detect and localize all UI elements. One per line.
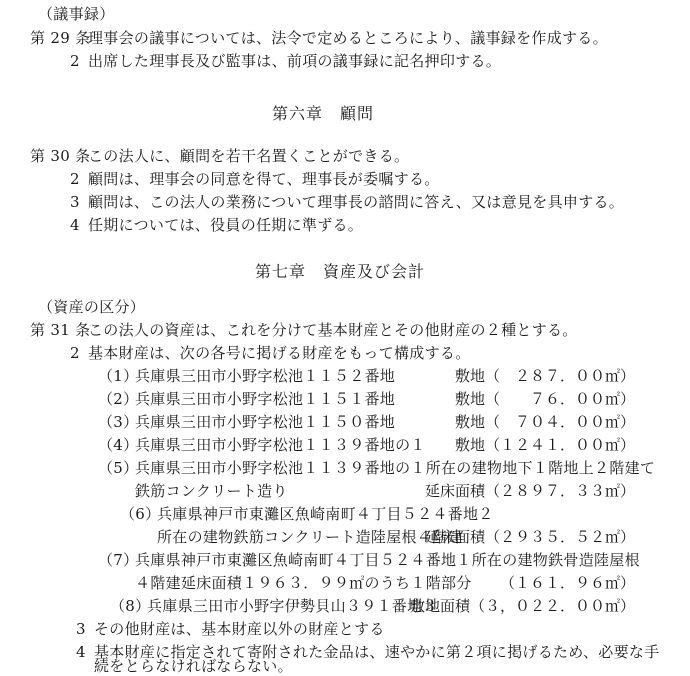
asset-item-description: 兵庫県三田市小野字松池１１３９番地の１ [135,436,426,454]
asset-item-number: （3） [98,413,139,431]
asset-item-area: 延床面積（２９３５．５２㎡） [424,528,635,546]
asset-item-description: 兵庫県三田市小野字松池１１５２番地 [135,367,396,385]
article-29-number: 第 29 条 [30,29,91,47]
asset-item-area: 敷地（ ７０４．００㎡） [454,413,635,431]
asset-item-area: 敷地（ ２８７．００㎡） [454,367,635,385]
article-31-para-1: この法人の資産は、これを分けて基本財産とその他財産の２種とする。 [88,321,578,339]
asset-item-description-cont: 所在の建物鉄筋コンクリート造陸屋根４階建 [157,528,463,546]
article-31-para-4: 基本財産に指定されて寄附された金品は、速やかに第２項に掲げるため、必要な手 [94,643,660,661]
article-29-para-2: 出席した理事長及び監事は、前項の議事録に記名押印する。 [88,52,502,70]
asset-item-description: 兵庫県三田市小野字松池１１５０番地 [135,413,396,431]
article-30-para-2-number: 2 [70,170,80,188]
article-31-para-4-cont: 続をとらなければならない。 [94,657,293,675]
asset-item-area: 敷地（１２４１．００㎡） [454,436,635,454]
asset-item-area: 敷地（ ７６．００㎡） [454,390,635,408]
asset-item-number: （5） [98,459,139,477]
article-31-para-3-number: 3 [76,620,86,638]
asset-item-area: 延床面積（２８９７．３３㎡） [424,482,635,500]
heading-assets: （資産の区分） [38,298,146,316]
article-31-para-2: 基本財産は、次の各号に掲げる財産をもって構成する。 [88,344,471,362]
chapter-6-title: 第六章 顧問 [272,104,375,123]
article-30-para-2: 顧問は、理事会の同意を得て、理事長が委嘱する。 [88,170,440,188]
asset-item-description: 兵庫県神戸市東灘区魚崎南町４丁目５２４番地１所在の建物鉄骨造陸屋根 [135,551,640,569]
heading-minutes: （議事録） [38,5,115,23]
asset-item-number: （4） [98,436,139,454]
asset-item-description: 兵庫県三田市小野字松池１１３９番地の１所在の建物地下１階地上２階建て [135,459,656,477]
asset-item-description-cont: ４階建延床面積１９６３．９９㎡のうち１階部分 [135,574,472,592]
article-30-para-3-number: 3 [70,193,80,211]
article-30-para-1: この法人に、顧問を若干名置くことができる。 [88,147,410,165]
article-31-para-4-number: 4 [76,643,86,661]
article-31-number: 第 31 条 [30,321,91,339]
article-31-para-2-number: 2 [70,344,80,362]
article-30-para-4-number: 4 [70,216,80,234]
article-30-para-3: 顧問は、この法人の業務について理事長の諮問に答え、又は意見を具申する。 [88,193,625,211]
asset-item-area: （１６１．９６㎡） [499,574,635,592]
chapter-7-title: 第七章 資産及び会計 [255,262,426,281]
asset-item-area: 敷地面積（３，０２２．００㎡） [409,597,635,615]
asset-item-number: （2） [98,390,139,408]
asset-item-description-cont: 鉄筋コンクリート造り [135,482,288,500]
article-31-para-3: その他財産は、基本財産以外の財産とする [94,620,385,638]
asset-item-number: （6） [120,505,161,523]
article-30-para-4: 任期については、役員の任期に準ずる。 [88,216,364,234]
article-29-para-1: 理事会の議事については、法令で定めるところにより、議事録を作成する。 [88,29,608,47]
asset-item-description: 兵庫県神戸市東灘区魚崎南町４丁目５２４番地２ [157,505,494,523]
asset-item-number: （7） [98,551,139,569]
article-30-number: 第 30 条 [30,147,91,165]
article-29-para-2-number: 2 [70,52,80,70]
asset-item-description: 兵庫県三田市小野字伊勢貝山３９１番地３ [147,597,438,615]
asset-item-description: 兵庫県三田市小野字松池１１５１番地 [135,390,396,408]
asset-item-number: （1） [98,367,139,385]
asset-item-number: （8） [110,597,151,615]
